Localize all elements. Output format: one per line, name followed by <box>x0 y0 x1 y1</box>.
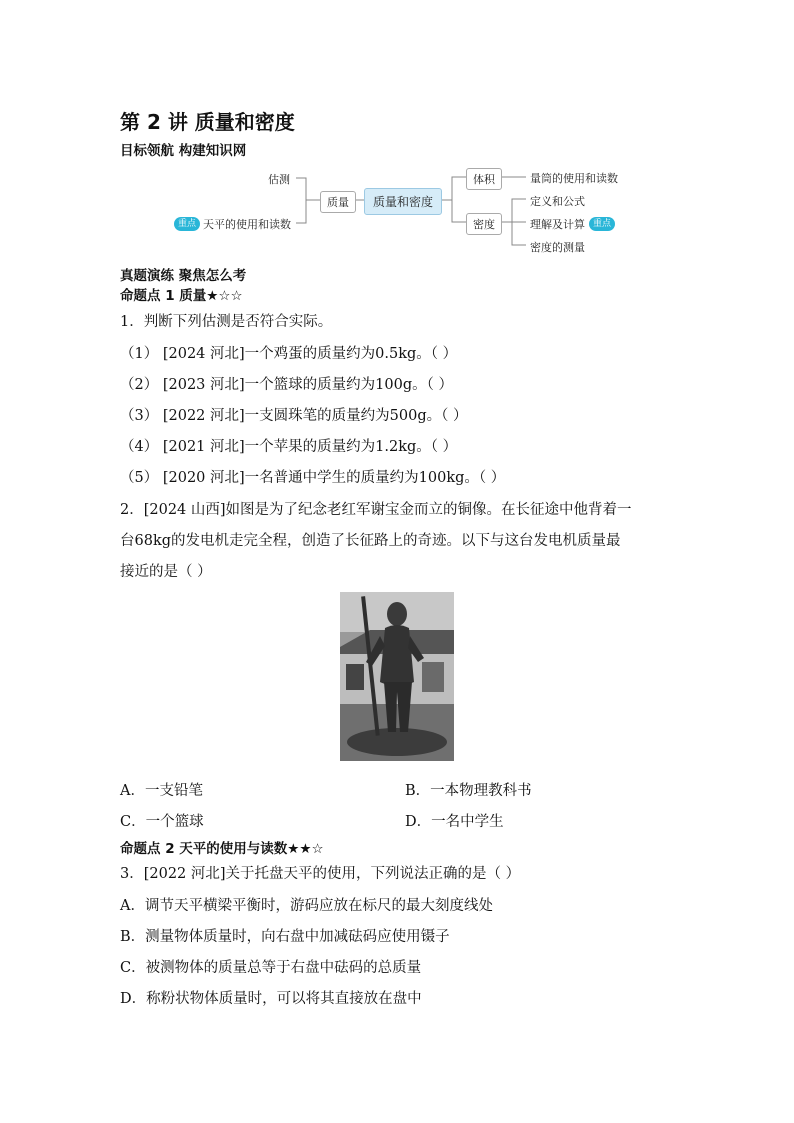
mindmap-density-child-3: 密度的测量 <box>530 241 585 254</box>
section-heading-goals: 目标领航 构建知识网 <box>120 143 247 159</box>
mindmap-density-child-1: 定义和公式 <box>530 195 585 208</box>
mindmap-balance-use: 天平的使用和读数 <box>203 218 291 231</box>
question-3-option-a: A．调节天平横梁平衡时，游码应放在标尺的最大刻度线处 <box>120 898 493 914</box>
mindmap-estimate: 估测 <box>268 173 290 186</box>
mindmap-mass-node: 质量 <box>320 191 356 213</box>
question-1-stem: 1．判断下列估测是否符合实际。 <box>120 314 333 330</box>
question-2-option-a: A．一支铅笔 <box>120 783 203 799</box>
question-2-line: 接近的是（ ） <box>120 564 212 580</box>
bronze-statue-photo <box>340 592 454 761</box>
question-1-item: （5） [2020 河北]一名普通中学生的质量约为100kg。（ ） <box>120 470 506 486</box>
question-2-option-c: C．一个篮球 <box>120 814 204 830</box>
mindmap-density-node: 密度 <box>466 213 502 235</box>
page-title: 第 2 讲 质量和密度 <box>120 110 295 134</box>
mindmap-volume-node: 体积 <box>466 168 502 190</box>
question-3-stem: 3．[2022 河北]关于托盘天平的使用，下列说法正确的是（ ） <box>120 866 521 882</box>
question-2-line: 2．[2024 山西]如图是为了纪念老红军谢宝金而立的铜像。在长征途中他背着一 <box>120 502 632 518</box>
question-2-line: 台68kg的发电机走完全程，创造了长征路上的奇迹。以下与这台发电机质量最 <box>120 533 621 549</box>
question-3-option-d: D．称粉状物体质量时，可以将其直接放在盘中 <box>120 991 422 1007</box>
key-point-badge: 重点 <box>174 217 200 231</box>
question-1-item: （1） [2024 河北]一个鸡蛋的质量约为0.5kg。（ ） <box>120 346 458 362</box>
question-1-item: （3） [2022 河北]一支圆珠笔的质量约为500g。（ ） <box>120 408 468 424</box>
mindmap-density-child-2: 理解及计算 <box>530 218 585 231</box>
question-2-option-b: B．一本物理教科书 <box>405 783 532 799</box>
section-heading-practice: 真题演练 聚焦怎么考 <box>120 268 247 284</box>
topic-heading-2: 命题点 2 天平的使用与读数★★☆ <box>120 841 324 857</box>
mindmap-volume-child: 量筒的使用和读数 <box>530 172 618 185</box>
question-3-option-b: B．测量物体质量时，向右盘中加减砝码应使用镊子 <box>120 929 450 945</box>
question-1-item: （2） [2023 河北]一个篮球的质量约为100g。（ ） <box>120 377 453 393</box>
mindmap-center-node: 质量和密度 <box>364 188 442 215</box>
question-2-option-d: D．一名中学生 <box>405 814 504 830</box>
question-3-option-c: C．被测物体的质量总等于右盘中砝码的总质量 <box>120 960 422 976</box>
key-point-badge: 重点 <box>589 217 615 231</box>
question-1-item: （4） [2021 河北]一个苹果的质量约为1.2kg。（ ） <box>120 439 458 455</box>
topic-heading-1: 命题点 1 质量★☆☆ <box>120 288 243 304</box>
mindmap-connectors <box>0 0 794 270</box>
